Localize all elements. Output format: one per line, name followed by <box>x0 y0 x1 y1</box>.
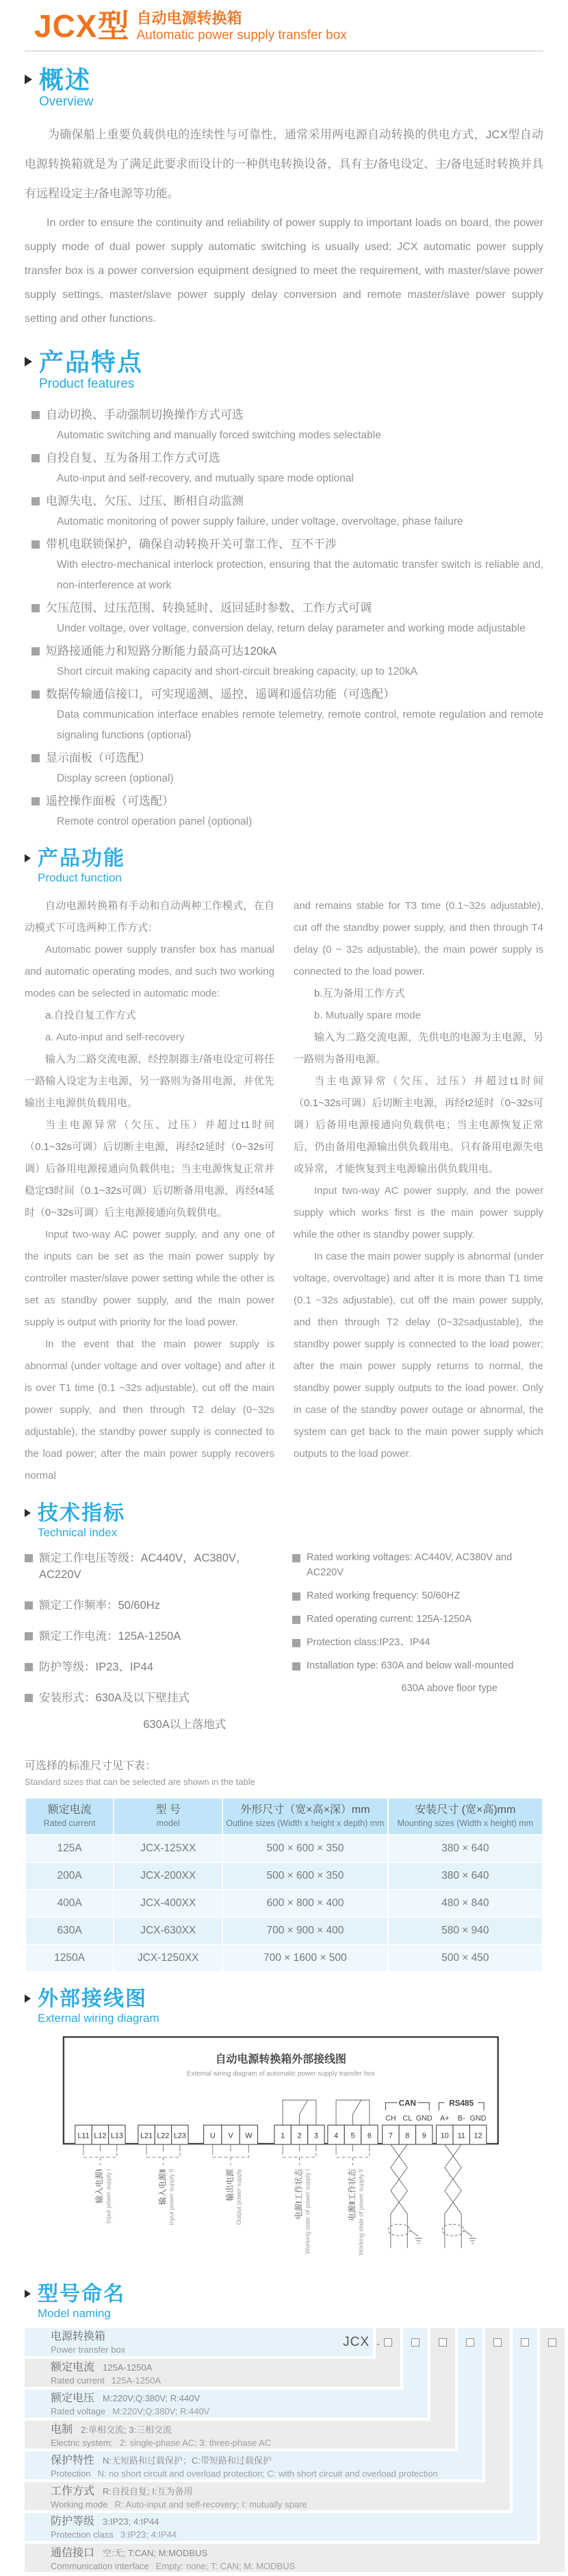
tech-item <box>25 1628 276 1645</box>
feature-cn: 显示面板（可选配） <box>46 751 151 764</box>
naming-label-cn: 通信接口 <box>51 2547 95 2559</box>
terminal-label: L22 <box>157 2131 170 2140</box>
tech-item <box>25 1597 276 1614</box>
naming-desc-cn: N:无短路和过载保护；C:带短路和过载保护 <box>103 2455 272 2466</box>
list-item <box>31 598 543 639</box>
naming-desc-en: 3:IP23; 4:IP44 <box>120 2529 177 2540</box>
terminal-label: L13 <box>110 2131 123 2140</box>
code-box <box>439 2338 447 2347</box>
heading-cn: 外部接线图 <box>38 1988 147 2010</box>
naming-label-en: Power transfer box <box>51 2344 126 2355</box>
tech-text-continued: 630A above floor type <box>401 1683 498 1694</box>
feature-en: Automatic monitoring of power supply failure, under voltage, overvoltage, phase failure <box>57 516 463 527</box>
wiring-diagram-svg <box>62 2036 506 2273</box>
tech-item <box>292 1612 543 1627</box>
naming-label-cn: 防护等级 <box>51 2516 95 2527</box>
group-label-en: Working state of power supply I <box>304 2168 311 2254</box>
paragraph: a. Auto-input and self-recovery <box>45 1031 185 1043</box>
cell-mounting-size: 500 × 450 <box>389 1945 542 1971</box>
triangle-icon <box>25 1509 31 1517</box>
group-label-en: Working state of power supply II <box>357 2168 365 2256</box>
terminal-label: 6 <box>367 2131 372 2140</box>
code-column <box>540 2328 565 2544</box>
rs485-pin-label: A+ <box>440 2114 450 2123</box>
tech-text-continued: 630A以上落地式 <box>143 1718 227 1731</box>
can-pin-label: CL <box>402 2114 413 2123</box>
cell-outline-size: 500 × 600 × 350 <box>223 1836 387 1862</box>
group-bracket <box>83 2144 370 2165</box>
naming-label-en: Rated voltage <box>51 2406 106 2416</box>
terminal-label: L21 <box>140 2131 153 2140</box>
feature-cn: 短路接通能力和短路分断能力最高可达120kA <box>46 645 277 658</box>
list-item <box>31 405 543 446</box>
naming-label-en: Protection class <box>51 2529 114 2540</box>
cell-rated-current: 400A <box>26 1890 113 1916</box>
can-pin-label: GND <box>415 2114 433 2123</box>
twisted-pair-icon <box>442 2144 476 2248</box>
tech-text: Protection class:IP23、IP44 <box>307 1637 430 1648</box>
paragraph: 自动电源转换箱有手动和自动两种工作模式，在自动模式下可选两种工作方式： <box>25 900 274 934</box>
relay-contact-icon <box>283 2100 370 2125</box>
table-row <box>26 1945 542 1971</box>
heading-en: Technical index <box>38 1526 118 1539</box>
tech-item <box>292 1658 543 1673</box>
naming-desc-en: Empty: none; T: CAN; M: MODBUS <box>155 2561 296 2571</box>
group-labels <box>94 2168 364 2255</box>
diagram-title-en: External wiring diagram of automatic power supply transfer box <box>186 2070 375 2078</box>
standard-sizes-table <box>25 1797 543 1973</box>
code-box <box>384 2338 392 2347</box>
tech-item <box>25 1550 276 1583</box>
heading-cn: 产品特点 <box>39 348 144 376</box>
rs485-bus-label: RS485 <box>449 2099 474 2108</box>
page-subtitle <box>136 10 346 44</box>
square-bullet-icon <box>25 1554 33 1562</box>
square-bullet-icon <box>292 1554 300 1562</box>
terminal-label: 8 <box>405 2131 410 2140</box>
section-tech-heading <box>25 1502 543 1540</box>
naming-label-en: Protection <box>51 2468 91 2479</box>
tech-text: 防护等级：IP23、IP44 <box>39 1661 153 1673</box>
group-label-cn: 电源Ⅱ工作状态 <box>348 2168 357 2221</box>
cell-rated-current: 125A <box>26 1836 113 1862</box>
tech-text: Rated operating current: 125A-1250A <box>307 1614 472 1625</box>
naming-row <box>25 2451 482 2479</box>
twisted-pair-icon <box>388 2144 422 2248</box>
table-row <box>26 1836 542 1862</box>
group-label-cn: 电源Ⅰ工作状态 <box>294 2168 304 2220</box>
feature-en: With electro-mechanical interlock protection, ensuring that the automatic transfer switch is reliable and, non-interference at work <box>57 559 543 591</box>
tech-columns <box>25 1550 543 1740</box>
table-note-cn: 可选择的标准尺寸见下表： <box>25 1760 157 1772</box>
group-label-en: Input power supply II <box>168 2168 175 2225</box>
paragraph: In the event that the main power supply is abnormal (under voltage and over voltage) and after it is over T1 time (0.1 ~32s adjustable), cut off the main power supply, and then through T2 delay (0~32s adjustable), the standby power supply is connected to the load power; after the main power supply recovers normal <box>25 1338 274 1481</box>
naming-desc-en: N: no short circuit and overload protection; C: with short circuit and overload protection <box>97 2468 438 2479</box>
group-label-en: Output power supply <box>235 2168 243 2225</box>
naming-label-cn: 额定电流 <box>51 2362 95 2373</box>
tech-right-column <box>292 1550 543 1740</box>
cell-model: JCX-125XX <box>114 1836 222 1862</box>
paragraph: 输入为二路交流电源，经控制器主/备电设定可将任一路输入设定为主电源，另一路则为备用电源，并优先输出主电源供负载用电。 <box>25 1053 274 1109</box>
feature-cn: 自投自复、互为备用工作方式可选 <box>46 451 220 464</box>
heading-en: External wiring diagram <box>38 2012 159 2025</box>
square-bullet-icon <box>31 411 40 419</box>
paragraph: Automatic power supply transfer box has manual and automatic operating modes, and such two working modes can be selected in automatic mode: <box>25 944 274 999</box>
naming-label-cn: 工作方式 <box>51 2486 95 2497</box>
can-pin-label: CH <box>385 2114 396 2123</box>
square-bullet-icon <box>292 1662 300 1671</box>
triangle-icon <box>25 357 32 366</box>
heading-en: Overview <box>39 95 94 109</box>
wiring-diagram <box>25 2036 543 2276</box>
naming-row <box>25 2421 455 2449</box>
heading-en: Product features <box>39 377 135 391</box>
can-bus-label: CAN <box>398 2099 417 2108</box>
square-bullet-icon <box>25 1694 33 1702</box>
square-bullet-icon <box>292 1639 300 1647</box>
naming-desc-en: 125A-1250A <box>111 2375 162 2386</box>
naming-label-cn: 电制 <box>51 2424 73 2436</box>
naming-label-cn: 额定电压 <box>51 2392 95 2404</box>
model-dash: - <box>376 2338 380 2350</box>
table-header-row <box>26 1799 542 1834</box>
naming-label-en: Communication interface <box>51 2561 149 2571</box>
subtitle-cn: 自动电源转换箱 <box>136 10 242 27</box>
square-bullet-icon <box>31 754 40 762</box>
cell-model: JCX-630XX <box>114 1918 222 1944</box>
section-function-heading <box>25 847 543 886</box>
feature-list <box>31 405 543 832</box>
naming-row <box>25 2328 373 2356</box>
paragraph: b.互为备用工作方式 <box>314 988 405 999</box>
feature-en: Data communication interface enables remote telemetry, remote control, remote regulation and remote signaling functions (optional) <box>57 709 543 741</box>
feature-cn: 电源失电、欠压、过压、断相自动监测 <box>46 495 244 508</box>
paragraph: 当主电源异常（欠压、过压）并超过t1时间（0.1~32s可调）后切断主电源，再经t2延时（0~32s可调）后备用电源接通向负载供电；当主电源恢复正常并稳定t3时间（0.1~32s可调）后切断备用电源，再经t4延时（0~32s可调）后主电源接通向负载供电。 <box>25 1119 274 1218</box>
cell-outline-size: 500 × 600 × 350 <box>223 1863 387 1889</box>
feature-en: Display screen (optional) <box>57 773 174 784</box>
table-row <box>26 1890 542 1916</box>
terminal-label: 9 <box>422 2131 426 2140</box>
cell-rated-current: 630A <box>26 1918 113 1944</box>
cell-model: JCX-400XX <box>114 1890 222 1916</box>
feature-en: Under voltage, over voltage, conversion delay, return delay parameter and working mode adjustable <box>57 623 526 634</box>
column-header: 外形尺寸（宽×高×深）mm Outline sizes (Width x height x depth) mm <box>223 1799 387 1834</box>
code-box <box>466 2338 474 2347</box>
cell-model: JCX-200XX <box>114 1863 222 1889</box>
naming-desc-en: 2: single-phase AC; 3: three-phase AC <box>120 2438 272 2448</box>
tech-item <box>292 1588 543 1603</box>
square-bullet-icon <box>25 1601 33 1610</box>
naming-desc-cn: 2:单相交流; 3:三相交流 <box>81 2425 172 2435</box>
paragraph: In case the main power supply is abnormal (under voltage, overvoltage) and after it is more than T1 time (0.1 ~32s adjustable), cut off the main power supply, and then through T2 delay (0~32sadjustable), the standby power supply is connected to the load power; after the main power supply returns to normal, the standby power supply outputs to the load power. Only in case of the standby power outage or abnormal, the system can get back to the main power supply which outputs to the load power. <box>294 1251 543 1460</box>
column-header: 型 号 model <box>114 1799 222 1834</box>
cell-mounting-size: 480 × 840 <box>389 1890 542 1916</box>
terminal-label: 3 <box>313 2131 318 2140</box>
paragraph: 当主电源异常（欠压、过压）并超过t1时间（0.1~32s可调）后切断主电源，再经t2延时（0~32s可调）后备用电源接通向负载供电；当主电源恢复正常后，仍由备用电源输出供负载用电。只有备用电源失电或异常，才能恢复到主电源输出供负载用电。 <box>294 1075 543 1175</box>
naming-desc-cn: R:自投自复; I:互为备用 <box>103 2486 193 2497</box>
heading-en: Product function <box>38 871 122 884</box>
feature-cn: 自动切换、手动强制切换操作方式可选 <box>46 408 244 421</box>
terminal-label: U <box>209 2131 216 2140</box>
heading-cn: 技术指标 <box>38 1502 125 1525</box>
group-label-cn: 输出电源 <box>225 2168 235 2201</box>
paragraph: b. Mutually spare mode <box>314 1010 421 1021</box>
terminal-label: 11 <box>457 2131 465 2140</box>
group-label-en: Input power supply I <box>105 2168 112 2224</box>
paragraph: Input two-way AC power supply, and the power supply which works first is the main power supply while the other is standby power supply. <box>294 1185 543 1240</box>
section-overview-heading <box>25 66 543 110</box>
code-column <box>458 2328 482 2452</box>
code-box <box>548 2338 556 2347</box>
group-label-cn: 输入电源Ⅰ <box>95 2168 105 2203</box>
table-row <box>26 1863 542 1889</box>
code-box <box>411 2338 419 2347</box>
function-left-column <box>25 895 274 1487</box>
rs485-pin-label: GND <box>469 2114 487 2123</box>
cell-mounting-size: 580 × 940 <box>389 1918 542 1944</box>
heading-cn: 概述 <box>39 66 92 94</box>
overview-paragraph-cn: 为确保船上重要负载供电的连续性与可靠性，通常采用两电源自动转换的供电方式，JCX型自动电源转换箱就是为了满足此要求而设计的一种供电转换设备，具有主/备电设定、主/备电延时转换并具有远程设定主/备电源等功能。 <box>25 128 543 200</box>
naming-label-en: Electric system: <box>51 2438 114 2448</box>
naming-desc-cn: 空:无; T:CAN; M:MODBUS <box>103 2548 208 2558</box>
paragraph: 输入为二路交流电源，先供电的电源为主电源，另一路则为备用电源。 <box>294 1031 543 1065</box>
feature-cn: 欠压范围、过压范围、转换延时、返回延时参数、工作方式可调 <box>46 601 372 614</box>
terminal-label: 4 <box>334 2131 339 2140</box>
cell-outline-size: 700 × 1600 × 500 <box>223 1945 387 1971</box>
naming-label-cn: 电源转换箱 <box>51 2331 106 2342</box>
heading-cn: 型号命名 <box>38 2283 125 2305</box>
code-box <box>521 2338 529 2347</box>
tech-left-column <box>25 1550 276 1740</box>
triangle-icon <box>25 75 32 84</box>
subtitle-en: Automatic power supply transfer box <box>136 28 347 42</box>
tech-text: 额定工作电压等级：AC440V，AC380V，AC220V <box>39 1552 248 1581</box>
naming-desc-en: M:220V;Q:380V; R:440V <box>112 2406 210 2416</box>
feature-cn: 数据传输通信接口，可实现遥测、遥控、遥调和遥信功能（可选配） <box>46 688 395 701</box>
naming-label-en: Working mode <box>51 2499 108 2510</box>
code-box <box>493 2338 502 2347</box>
paragraph: Input two-way AC power supply, and any one of the inputs can be set as the main power supply by controller master/slave power setting while the other is set as standby power supply, and the main power supply is output with priority for the load power. <box>25 1229 274 1328</box>
page-title <box>25 8 543 44</box>
column-header: 额定电流 Rated current <box>26 1799 113 1834</box>
cell-model: JCX-1250XX <box>114 1945 222 1971</box>
naming-desc-en: R: Auto-input and self-recovery; I: mutually spare <box>114 2499 307 2510</box>
list-item <box>31 641 543 682</box>
tech-text: Installation type: 630A and below wall-mounted <box>307 1660 514 1671</box>
section-features-heading <box>25 349 543 392</box>
naming-row <box>25 2544 565 2572</box>
tech-text: Rated working voltages: AC440V, AC380V and AC220V <box>307 1552 513 1578</box>
tech-item <box>25 1690 276 1706</box>
square-bullet-icon <box>31 540 40 549</box>
naming-desc-cn: 125A-1250A <box>103 2362 153 2373</box>
naming-desc-cn: M:220V;Q:380V; R:440V <box>103 2393 201 2403</box>
triangle-icon <box>25 1994 31 2003</box>
square-bullet-icon <box>31 497 40 505</box>
section-wiring-heading <box>25 1988 543 2026</box>
rs485-pin-label: B- <box>457 2114 465 2123</box>
group-label-cn: 输入电源Ⅱ <box>158 2168 168 2205</box>
list-item <box>31 491 543 532</box>
terminal-label: L12 <box>94 2131 107 2140</box>
square-bullet-icon <box>292 1592 300 1601</box>
cell-rated-current: 1250A <box>26 1945 113 1971</box>
function-right-column <box>294 895 543 1487</box>
tech-text: 额定工作电流：125A-1250A <box>39 1630 181 1642</box>
square-bullet-icon <box>292 1616 300 1624</box>
cell-outline-size: 600 × 800 × 400 <box>223 1890 387 1916</box>
naming-label-cn: 保护特性 <box>51 2455 95 2466</box>
triangle-icon <box>25 854 31 862</box>
square-bullet-icon <box>25 1663 33 1671</box>
model-naming-diagram <box>25 2328 565 2576</box>
terminal-label: V <box>228 2131 233 2140</box>
tech-item <box>292 1635 543 1650</box>
tech-item <box>25 1659 276 1675</box>
model-prefix: JCX <box>343 2335 370 2349</box>
list-item <box>31 448 543 489</box>
tech-item <box>292 1550 543 1580</box>
tech-text: 额定工作频率：50/60Hz <box>39 1599 160 1612</box>
terminal-label: 5 <box>350 2131 355 2140</box>
column-header: 安装尺寸 (宽×高)mm Mounting sizes (Width x height) mm <box>389 1799 542 1834</box>
paragraph: and remains stable for T3 time (0.1~32s adjustable), cut off the standby power supply, and then through T4 delay (0 ~ 32s adjustable), the main power supply is connected to the load power. <box>294 900 543 977</box>
naming-row <box>25 2390 428 2418</box>
terminal-label: 7 <box>388 2131 393 2140</box>
terminal-label: 12 <box>474 2131 482 2140</box>
feature-cn: 带机电联锁保护，确保自动转换开关可靠工作、互不干涉 <box>46 538 337 551</box>
square-bullet-icon <box>31 797 40 805</box>
code-column <box>485 2328 510 2483</box>
code-column <box>513 2328 537 2514</box>
terminal-label: L11 <box>77 2131 90 2140</box>
naming-row <box>25 2482 510 2510</box>
model-name: JCX型 <box>34 8 130 44</box>
function-columns <box>25 895 543 1487</box>
heading-en: Model naming <box>38 2307 111 2320</box>
table-note-en: Standard sizes that can be selected are shown in the table <box>25 1777 255 1787</box>
square-bullet-icon <box>31 604 40 612</box>
section-naming-heading <box>25 2283 543 2321</box>
naming-label-en: Rated current <box>51 2375 105 2386</box>
overview-paragraph-en: In order to ensure the continuity and reliability of power supply to important loads on board, the power supply mode of dual power supply automatic switching is usually used; JCX automatic power supply transfer box is a power conversion equipment designed to meet the requirement, with master/slave power supply settings, master/slave power supply delay conversion and remote master/slave power supply setting and other functions. <box>25 217 543 325</box>
feature-en: Short circuit making capacity and short-circuit breaking capacity, up to 120kA <box>57 666 417 677</box>
tech-text: 安装形式：630A及以下壁挂式 <box>39 1692 190 1704</box>
code-column <box>403 2328 428 2390</box>
diagram-title-cn: 自动电源转换箱外部接线图 <box>215 2053 347 2066</box>
cell-mounting-size: 380 × 640 <box>389 1836 542 1862</box>
terminal-label: 1 <box>281 2131 285 2140</box>
tech-text: Rated working frequency: 50/60HZ <box>307 1590 461 1601</box>
table-row <box>26 1918 542 1944</box>
cell-mounting-size: 380 × 640 <box>389 1863 542 1889</box>
square-bullet-icon <box>25 1632 33 1640</box>
naming-row <box>25 2359 400 2387</box>
feature-cn: 遥控操作面板（可选配） <box>46 795 174 808</box>
list-item <box>31 684 543 746</box>
feature-en: Auto-input and self-recovery, and mutually spare mode optional <box>57 473 354 484</box>
heading-cn: 产品功能 <box>38 847 125 870</box>
naming-desc-cn: 3:IP23; 4:IP44 <box>103 2516 159 2527</box>
terminal-label: 2 <box>297 2131 302 2140</box>
cell-rated-current: 200A <box>26 1863 113 1889</box>
paragraph: a.自投自复工作方式 <box>45 1010 136 1021</box>
list-item <box>31 791 543 832</box>
feature-en: Automatic switching and manually forced switching modes selectable <box>57 429 381 441</box>
list-item <box>31 748 543 789</box>
triangle-icon <box>25 2290 31 2298</box>
square-bullet-icon <box>31 690 40 699</box>
list-item <box>31 534 543 596</box>
cell-outline-size: 700 × 900 × 400 <box>223 1918 387 1944</box>
terminal-label: 10 <box>440 2131 449 2140</box>
naming-row <box>25 2513 537 2541</box>
terminal-label: L23 <box>173 2131 186 2140</box>
square-bullet-icon <box>31 454 40 462</box>
square-bullet-icon <box>31 647 40 655</box>
feature-en: Remote control operation panel (optional) <box>57 816 253 827</box>
terminal-label: W <box>245 2131 253 2140</box>
